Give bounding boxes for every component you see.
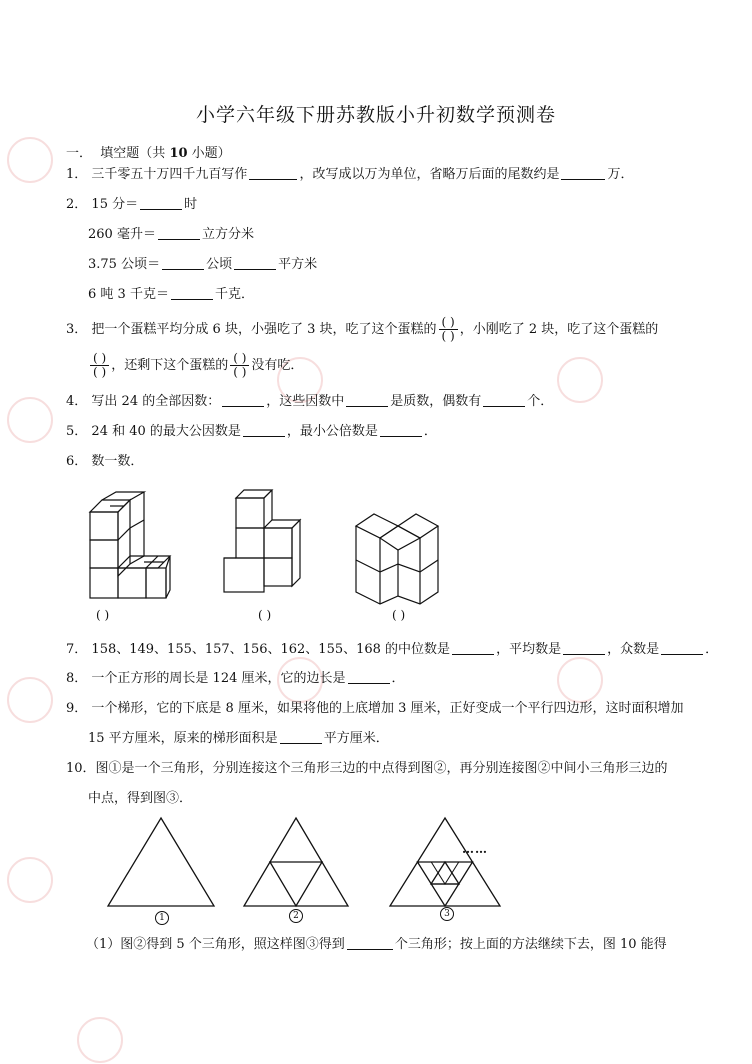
answer-blank[interactable]: [234, 256, 276, 270]
question-2-line-4: 6 吨 3 千克＝ 千克．: [88, 287, 254, 302]
question-2: 2． 15 分＝ 时: [66, 197, 198, 212]
cube-figure-3: [352, 510, 442, 608]
page-title: 小学六年级下册苏教版小升初数学预测卷: [195, 104, 556, 126]
figure-label-1: 1: [155, 911, 169, 925]
question-2-line-3: 3.75 公顷＝ 公顷 平方米: [88, 257, 318, 272]
answer-blank[interactable]: [243, 423, 285, 437]
section-heading: 一． 填空题（共 10 小题）: [66, 146, 231, 161]
question-9: 9． 一个梯形，它的下底是 8 厘米，如果将他的上底增加 3 厘米，正好变成一个平行四边形，这时面积增加: [66, 701, 684, 716]
triangle-figure-2: [242, 816, 350, 914]
question-3-line-2: $\frac{( )}{( )}$ ，还剩下这个蛋糕的 $\frac{( )}{( )}$ 没有吃．: [88, 352, 303, 379]
figure-label-2: 2: [289, 909, 303, 923]
figure-label-3: 3: [440, 907, 454, 921]
triangle-figure-3: [388, 816, 502, 914]
cube-answer-1[interactable]: ( ): [96, 608, 110, 622]
question-9-line-2: 15 平方厘米，原来的梯形面积是 平方厘米．: [88, 731, 389, 746]
question-4: 4． 写出 24 的全部因数： ，这些因数中 是质数，偶数有 个．: [66, 394, 554, 409]
cube-figure-2: [220, 488, 310, 604]
answer-blank[interactable]: [348, 670, 390, 684]
question-10: 10．图①是一个三角形，分别连接这个三角形三边的中点得到图②，再分别连接图②中间小三角形三边的: [66, 761, 668, 776]
continuation-dots: ……: [462, 842, 488, 856]
answer-blank[interactable]: [158, 226, 200, 240]
cube-figure-1: [86, 492, 176, 608]
answer-blank[interactable]: [171, 286, 213, 300]
answer-blank[interactable]: [140, 196, 182, 210]
answer-blank[interactable]: [561, 166, 605, 180]
question-10-line-2: 中点，得到图③．: [88, 791, 193, 806]
answer-blank[interactable]: [563, 641, 605, 655]
answer-blank[interactable]: [280, 730, 322, 744]
question-7: 7． 158、149、155、157、156、162、155、168 的中位数是 ，平均数是 ，众数是 ．: [66, 642, 719, 657]
answer-blank[interactable]: [483, 393, 525, 407]
answer-blank[interactable]: [347, 936, 393, 950]
question-8: 8． 一个正方形的周长是 124 厘米，它的边长是 ．: [66, 671, 405, 686]
cube-answer-3[interactable]: ( ): [392, 608, 406, 622]
question-1: 1． 三千零五十万四千九百写作 ，改写成以万为单位，省略万后面的尾数约是 万．: [66, 167, 634, 182]
question-3: 3． 把一个蛋糕平均分成 6 块，小强吃了 3 块，吃了这个蛋糕的 $\frac{( )}{( )}$ ，小刚吃了 2 块，吃了这个蛋糕的: [66, 315, 659, 343]
fraction-blank[interactable]: $\frac{( )}{( )}$: [230, 352, 249, 379]
answer-blank[interactable]: [346, 393, 388, 407]
answer-blank[interactable]: [162, 256, 204, 270]
answer-blank[interactable]: [249, 166, 297, 180]
answer-blank[interactable]: [222, 393, 264, 407]
triangle-figure-1: [106, 816, 216, 914]
answer-blank[interactable]: [661, 641, 703, 655]
answer-blank[interactable]: [452, 641, 494, 655]
question-5: 5． 24 和 40 的最大公因数是 ，最小公倍数是 ．: [66, 424, 437, 439]
question-10-part-1: （1）图②得到 5 个三角形，照这样图③得到 个三角形；按上面的方法继续下去，图 10 能得: [86, 937, 667, 952]
question-2-line-2: 260 毫升＝ 立方分米: [88, 227, 254, 242]
answer-blank[interactable]: [380, 423, 422, 437]
fraction-blank[interactable]: $\frac{( )}{( )}$: [90, 352, 109, 379]
fraction-blank[interactable]: $\frac{( )}{( )}$: [439, 316, 458, 343]
cube-answer-2[interactable]: ( ): [258, 608, 272, 622]
question-6: 6． 数一数．: [66, 454, 144, 469]
